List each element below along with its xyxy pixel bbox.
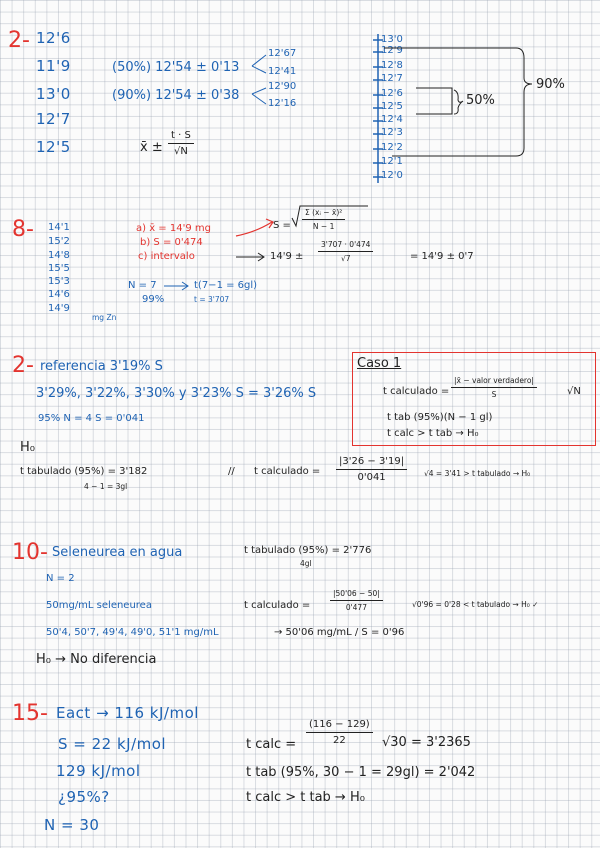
- n-value: N = 2: [46, 573, 75, 584]
- data-value: 15'3: [48, 276, 70, 287]
- case-line-2: t tab (95%)(N − 1 gl): [387, 412, 493, 423]
- case-title: Caso 1: [357, 356, 402, 371]
- s-formula-denominator: N − 1: [312, 221, 335, 231]
- interval-lhs: 14'9 ±: [270, 251, 304, 262]
- h0-label: H₀: [20, 440, 35, 455]
- case-line-3: t calc > t tab → H₀: [387, 428, 479, 439]
- h0-conclusion: H₀ → No diferencia: [36, 652, 157, 667]
- confidence: 99%: [142, 294, 165, 305]
- axis-label: 12'0: [381, 170, 403, 181]
- axis-label: 12'6: [381, 88, 403, 99]
- data-value: 12'5: [36, 138, 71, 156]
- t-value: t = 3'707: [194, 295, 230, 304]
- unit-label: mg Zn: [92, 313, 117, 322]
- ci-50-upper: 12'67: [268, 48, 297, 59]
- axis-label: 12'5: [381, 101, 403, 112]
- axis-label: 12'9: [381, 45, 403, 56]
- s-formula-lhs: S =: [273, 220, 291, 231]
- s-formula-numerator: Σ (xᵢ − x̄)²: [302, 209, 345, 220]
- formula-denominator: √N: [173, 146, 188, 157]
- t-calculado-lhs: t calculado =: [244, 600, 311, 611]
- interval-denominator: √7: [340, 253, 351, 263]
- axis-label: 12'7: [381, 73, 403, 84]
- case-formula-lhs: t calculado =: [383, 386, 450, 397]
- part-c: c) intervalo: [138, 251, 195, 262]
- data-value: 14'8: [48, 250, 70, 261]
- degrees-of-freedom: 4 − 1 = 3gl: [84, 482, 128, 491]
- axis-label: 12'2: [381, 142, 403, 153]
- t-calculado-numerator: |3'26 − 3'19|: [336, 457, 407, 470]
- problem-number: 2-: [8, 28, 30, 53]
- stats-line: 95% N = 4 S = 0'041: [38, 413, 145, 424]
- formula-xbar: x̄ ±: [140, 140, 163, 155]
- problem-number: 15-: [12, 701, 48, 726]
- t-calculado-numerator: |50'06 − 50|: [330, 590, 383, 601]
- data-value: 14'9: [48, 303, 70, 314]
- axis-label: 12'4: [381, 114, 403, 125]
- t-calculado-denominator: 0'041: [357, 472, 386, 483]
- data-value: 12'7: [36, 110, 71, 128]
- t-calculado-denominator: 0'477: [345, 602, 367, 612]
- concentration: 50mg/mL seleneurea: [46, 600, 152, 611]
- t-calculado-lhs: t calculado =: [254, 466, 321, 477]
- t-calc-lhs: t calc =: [246, 737, 297, 752]
- t-calc-result: √30 = 3'2365: [382, 735, 471, 750]
- part-b: b) S = 0'474: [140, 237, 203, 248]
- degrees-of-freedom: 4gl: [300, 559, 312, 568]
- problem-number: 2-: [12, 353, 34, 378]
- band-50-label: 50%: [466, 93, 495, 108]
- t-calculado-result: √4 = 3'41 > t tabulado → H₀: [424, 469, 531, 478]
- t-tabulado: t tabulado (95%) = 3'182: [20, 466, 148, 477]
- t-student: t(7−1 = 6gl): [194, 280, 258, 291]
- problem-number: 8-: [12, 217, 34, 242]
- axis-label: 12'8: [381, 60, 403, 71]
- ci-50: (50%) 12'54 ± 0'13: [112, 60, 240, 75]
- part-a: a) x̄ = 14'9 mg: [136, 223, 211, 234]
- problem-number: 10-: [12, 540, 48, 565]
- question: ¿95%?: [58, 788, 110, 806]
- conclusion: t calc > t tab → H₀: [246, 790, 365, 805]
- ci-50-lower: 12'41: [268, 66, 297, 77]
- t-tab: t tab (95%, 30 − 1 = 29gl) = 2'042: [246, 765, 476, 780]
- interval-numerator: 3'707 · 0'474: [318, 241, 373, 252]
- interval-result: = 14'9 ± 0'7: [410, 251, 474, 262]
- axis-label: 13'0: [381, 34, 403, 45]
- n-value: N = 7: [128, 280, 157, 291]
- axis-label: 12'1: [381, 156, 403, 167]
- data-value: 14'6: [48, 289, 70, 300]
- n-value: N = 30: [44, 816, 100, 834]
- problem-title: Seleneurea en agua: [52, 545, 183, 560]
- formula-numerator: t · S: [168, 131, 194, 144]
- t-calc-numerator: (116 − 129): [306, 720, 373, 733]
- separator: //: [228, 466, 235, 477]
- data-line: 50'4, 50'7, 49'4, 49'0, 51'1 mg/mL: [46, 627, 219, 638]
- data-value: 11'9: [36, 57, 71, 75]
- case-formula-sqrt: √N: [567, 386, 581, 397]
- ci-90-lower: 12'16: [268, 98, 297, 109]
- data-value: 15'5: [48, 263, 70, 274]
- case-formula-numerator: |x̄ − valor verdadero|: [451, 377, 537, 388]
- data-value: 13'0: [36, 85, 71, 103]
- case-formula-denominator: S: [491, 389, 497, 399]
- reference-value: 129 kJ/mol: [56, 762, 141, 780]
- problem-title: referencia 3'19% S: [40, 359, 163, 374]
- mean-result: → 50'06 mg/mL / S = 0'96: [274, 627, 405, 638]
- activation-energy: Eact → 116 kJ/mol: [56, 704, 199, 722]
- t-tabulado: t tabulado (95%) = 2'776: [244, 545, 372, 556]
- data-value: 15'2: [48, 236, 70, 247]
- t-calculado-result: √0'96 = 0'28 < t tabulado → H₀ ✓: [412, 600, 539, 609]
- band-90-label: 90%: [536, 77, 565, 92]
- ci-90: (90%) 12'54 ± 0'38: [112, 88, 240, 103]
- axis-label: 12'3: [381, 127, 403, 138]
- data-value: 14'1: [48, 222, 70, 233]
- data-line: 3'29%, 3'22%, 3'30% y 3'23% S = 3'26% S: [36, 386, 317, 401]
- data-value: 12'6: [36, 29, 71, 47]
- ci-90-upper: 12'90: [268, 81, 297, 92]
- s-value: S = 22 kJ/mol: [58, 735, 167, 753]
- t-calc-denominator: 22: [332, 735, 346, 746]
